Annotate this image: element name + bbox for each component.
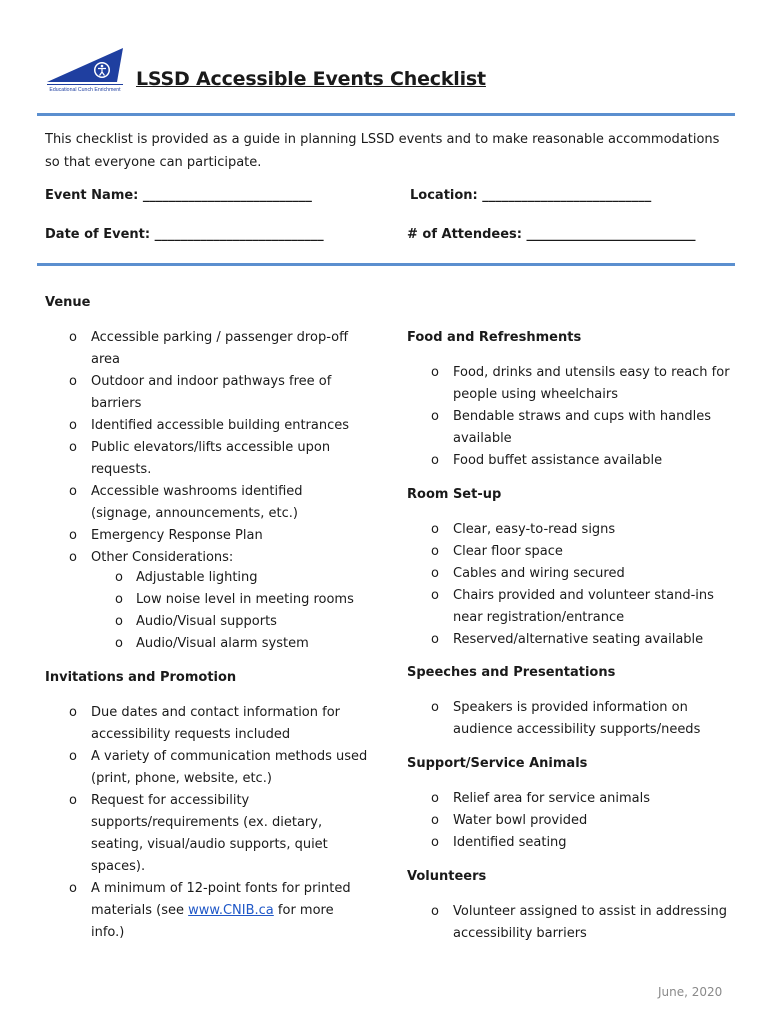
list-item[interactable]: o Identified accessible building entrances: [69, 418, 350, 433]
list-item[interactable]: o Emergency Response Plan: [69, 528, 263, 543]
list-item[interactable]: o Food, drinks and utensils easy to reach for people using wheelchairs: [431, 365, 730, 402]
animals-heading: Support/Service Animals: [407, 756, 588, 771]
list-item[interactable]: o Due dates and contact information for accessibility requests included: [69, 705, 341, 742]
list-item[interactable]: o Speakers is provided information on audience accessibility supports/needs: [431, 700, 701, 737]
fields-divider: [37, 263, 735, 266]
list-item[interactable]: o A minimum of 12-point fonts for printed materials (see www.CNIB.ca for more info.): [69, 881, 351, 940]
venue-heading: Venue: [45, 295, 91, 310]
invitations-heading: Invitations and Promotion: [45, 670, 237, 685]
date-of-event-field[interactable]: Date of Event: __________________________: [45, 227, 324, 242]
venue-sublist: [45, 567, 365, 655]
invitations-list: [45, 702, 370, 944]
food-heading: Food and Refreshments: [407, 330, 582, 345]
list-item[interactable]: o Audio/Visual alarm system: [115, 636, 309, 651]
list-item[interactable]: o A variety of communication methods used (print, phone, website, etc.): [69, 749, 368, 786]
list-item[interactable]: o Clear, easy-to-read signs: [431, 522, 616, 537]
list-item[interactable]: o Outdoor and indoor pathways free of barriers: [69, 374, 332, 411]
venue-list: [45, 327, 365, 569]
animals-list: [407, 788, 737, 854]
list-item[interactable]: o Food buffet assistance available: [431, 453, 663, 468]
volunteers-list: [407, 901, 737, 945]
list-item[interactable]: o Public elevators/lifts accessible upon requests.: [69, 440, 331, 477]
lssd-logo: [45, 46, 125, 92]
list-item[interactable]: o Water bowl provided: [431, 813, 588, 828]
list-item[interactable]: o Request for accessibility supports/requirements (ex. dietary, seating, visual/audio supports, quiet spaces).: [69, 793, 328, 874]
list-item[interactable]: o Adjustable lighting: [115, 570, 258, 585]
list-item[interactable]: o Bendable straws and cups with handles available: [431, 409, 712, 446]
header-divider: [37, 113, 735, 116]
list-item[interactable]: o Audio/Visual supports: [115, 614, 277, 629]
list-item[interactable]: o Low noise level in meeting rooms: [115, 592, 354, 607]
list-item[interactable]: o Identified seating: [431, 835, 567, 850]
event-name-field[interactable]: Event Name: __________________________: [45, 188, 312, 203]
list-item[interactable]: o Reserved/alternative seating available: [431, 632, 704, 647]
volunteers-heading: Volunteers: [407, 869, 487, 884]
list-item[interactable]: o Other Considerations:: [69, 550, 234, 565]
page-title: LSSD Accessible Events Checklist: [136, 68, 486, 90]
location-field[interactable]: Location: __________________________: [410, 188, 652, 203]
room-heading: Room Set-up: [407, 487, 502, 502]
room-list: [407, 519, 737, 651]
food-list: [407, 362, 737, 472]
logo-text: Educational Cunch Enrichment: [49, 87, 121, 92]
speeches-list: [407, 697, 737, 741]
list-item[interactable]: o Cables and wiring secured: [431, 566, 625, 581]
list-item[interactable]: o Chairs provided and volunteer stand-ins near registration/entrance: [431, 588, 714, 625]
intro-text: This checklist is provided as a guide in planning LSSD events and to make reasonable accommodations so that everyone can participate.: [45, 132, 720, 170]
footer-date: June, 2020: [658, 985, 723, 999]
list-item[interactable]: o Volunteer assigned to assist in addressing accessibility barriers: [431, 904, 727, 941]
list-item[interactable]: o Relief area for service animals: [431, 791, 651, 806]
cnib-link[interactable]: www.CNIB.ca: [188, 903, 274, 918]
list-item[interactable]: o Accessible washrooms identified (signage, announcements, etc.): [69, 484, 303, 521]
list-item[interactable]: o Accessible parking / passenger drop-off area: [69, 330, 349, 367]
speeches-heading: Speeches and Presentations: [407, 665, 616, 680]
attendees-field[interactable]: # of Attendees: __________________________: [407, 227, 696, 242]
list-item[interactable]: o Clear floor space: [431, 544, 563, 559]
